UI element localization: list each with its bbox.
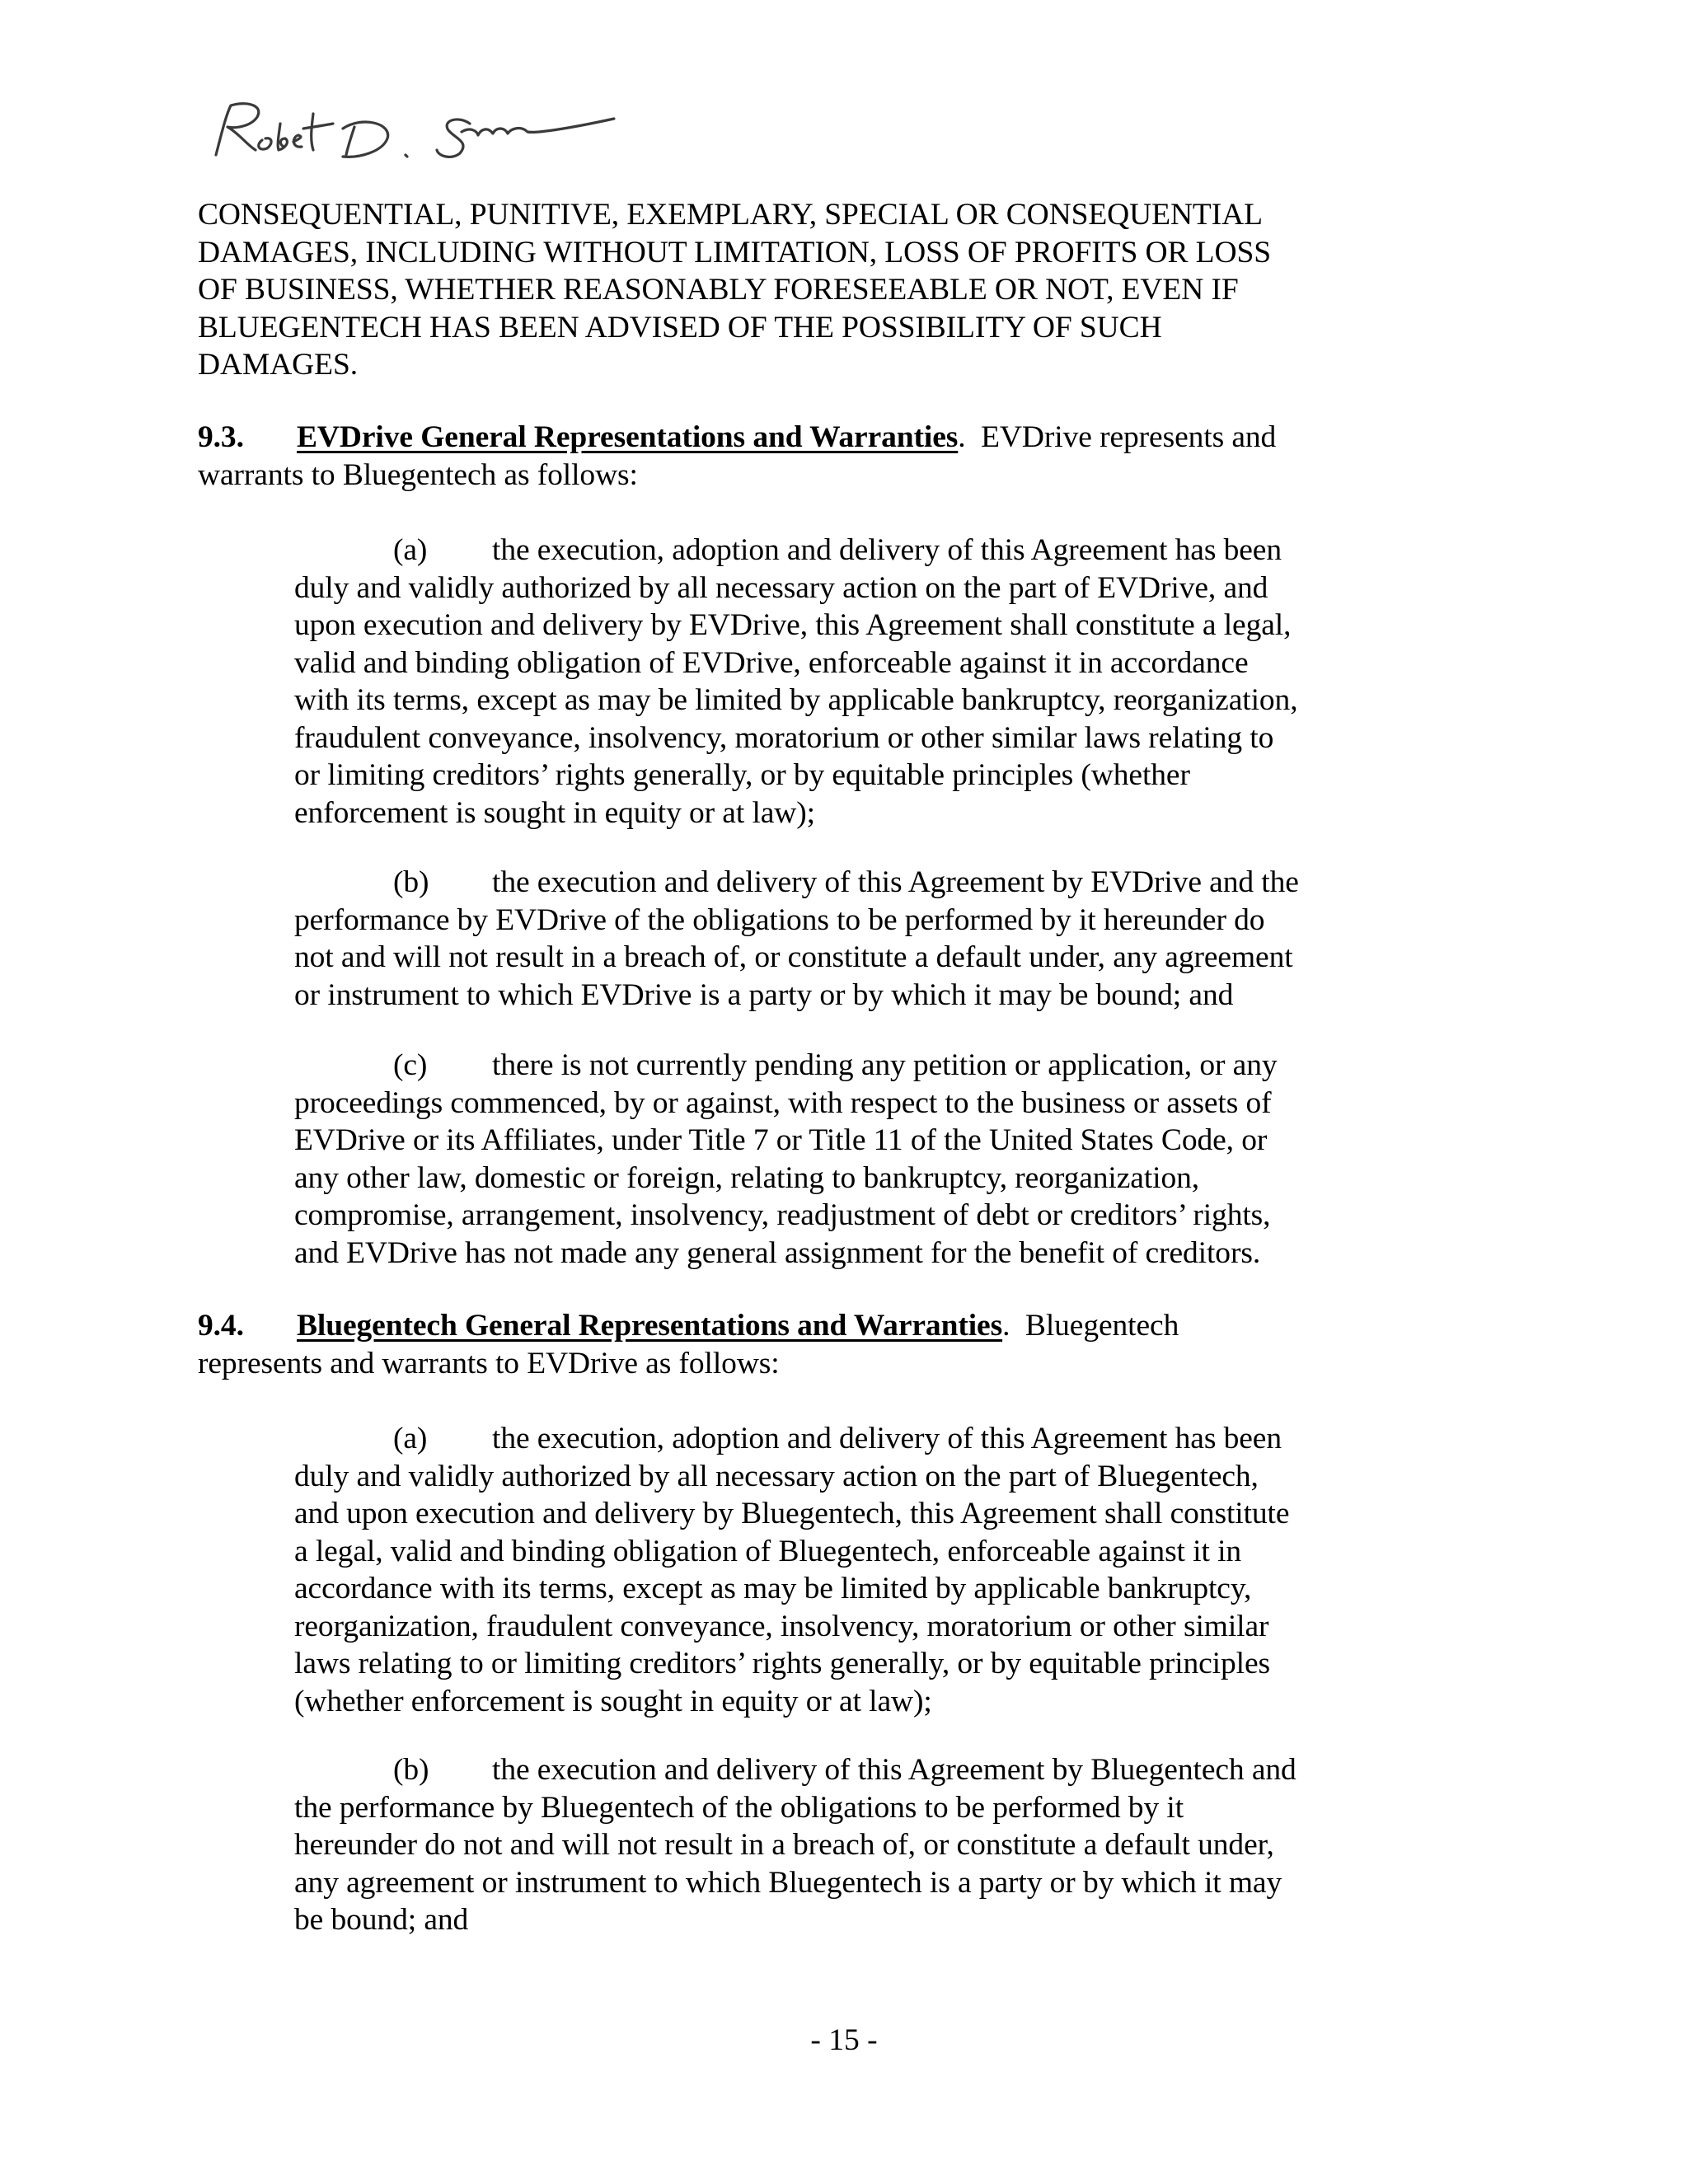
signature xyxy=(198,91,692,181)
page-number: - 15 - xyxy=(810,2023,878,2057)
item-line: duly and validly authorized by all necessary action on the part of EVDrive, and xyxy=(294,570,1268,605)
item-line: and upon execution and delivery by Bluegentech, this Agreement shall constitute xyxy=(294,1497,1290,1530)
item-line: accordance with its terms, except as may be limited by applicable bankruptcy, xyxy=(294,1572,1252,1605)
item-line: valid and binding obligation of EVDrive, enforceable against it in accordance xyxy=(294,645,1249,680)
item-line: enforcement is sought in equity or at law); xyxy=(294,795,815,830)
section-number: 9.3. xyxy=(198,420,244,454)
intro-paragraph xyxy=(198,196,1271,384)
item-line: the performance by Bluegentech of the obligations to be performed by it xyxy=(294,1790,1184,1825)
item-line: or limiting creditors’ rights generally, or by equitable principles (whether xyxy=(294,758,1190,792)
item-first-line xyxy=(294,1047,1278,1085)
item-line: fraudulent conveyance, insolvency, moratorium or other similar laws relating to xyxy=(294,720,1274,755)
item-text: the execution, adoption and delivery of this Agreement has been xyxy=(492,533,1282,567)
item-text: the execution and delivery of this Agreement by EVDrive and the xyxy=(492,865,1299,899)
item-first-line xyxy=(294,864,1299,902)
item-line: EVDrive or its Affiliates, under Title 7 or Title 11 of the United States Code, or xyxy=(294,1123,1268,1157)
item-line: proceedings commenced, by or against, with respect to the business or assets of xyxy=(294,1085,1272,1120)
intro-line: DAMAGES, INCLUDING WITHOUT LIMITATION, LOSS OF PROFITS OR LOSS xyxy=(198,235,1271,269)
item-text: the execution, adoption and delivery of this Agreement has been xyxy=(492,1422,1282,1455)
item-line: (whether enforcement is sought in equity or at law); xyxy=(294,1684,932,1718)
section-9-4-item-a xyxy=(294,1420,1289,1720)
section-title: Bluegentech General Representations and Warranties xyxy=(297,1309,1003,1343)
section-title-period: . xyxy=(1002,1309,1010,1343)
item-label: (a) xyxy=(393,1422,428,1455)
item-line: laws relating to or limiting creditors’ rights generally, or by equitable principles xyxy=(294,1647,1270,1680)
item-line: any agreement or instrument to which Bluegentech is a party or by which it may xyxy=(294,1865,1282,1900)
item-first-line xyxy=(294,1420,1289,1458)
section-9-4-item-b xyxy=(294,1751,1296,1939)
item-line: any other law, domestic or foreign, relating to bankruptcy, reorganization, xyxy=(294,1160,1200,1195)
item-text: the execution and delivery of this Agreement by Bluegentech and xyxy=(492,1753,1296,1787)
item-line: not and will not result in a breach of, or constitute a default under, any agreement xyxy=(294,940,1293,974)
item-label: (b) xyxy=(393,865,429,899)
section-title-period: . xyxy=(958,420,966,454)
item-line: upon execution and delivery by EVDrive, this Agreement shall constitute a legal, xyxy=(294,608,1292,642)
section-title: EVDrive General Representations and Warranties xyxy=(297,420,959,454)
item-line: and EVDrive has not made any general assignment for the benefit of creditors. xyxy=(294,1235,1261,1270)
section-heading-line xyxy=(198,1307,1179,1345)
item-line: hereunder do not and will not result in a breach of, or constitute a default under, xyxy=(294,1828,1274,1862)
item-first-line xyxy=(294,532,1297,569)
section-lead-line: represents and warrants to EVDrive as follows: xyxy=(198,1346,780,1380)
section-9-3-heading xyxy=(198,419,1276,494)
item-label: (a) xyxy=(393,533,428,567)
item-line: performance by EVDrive of the obligations to be performed by it hereunder do xyxy=(294,902,1265,937)
section-9-3-item-b xyxy=(294,864,1299,1014)
item-text: there is not currently pending any petition or application, or any xyxy=(492,1048,1278,1082)
item-line: with its terms, except as may be limited by applicable bankruptcy, reorganization, xyxy=(294,683,1298,717)
item-line: reorganization, fraudulent conveyance, insolvency, moratorium or other similar xyxy=(294,1609,1269,1643)
section-9-3-item-c xyxy=(294,1047,1278,1272)
section-9-3-item-a xyxy=(294,532,1297,832)
item-first-line xyxy=(294,1751,1296,1789)
section-9-4-heading xyxy=(198,1307,1179,1382)
section-heading-line xyxy=(198,419,1276,457)
intro-line: OF BUSINESS, WHETHER REASONABLY FORESEEABLE OR NOT, EVEN IF xyxy=(198,273,1239,307)
item-line: a legal, valid and binding obligation of Bluegentech, enforceable against it in xyxy=(294,1534,1242,1568)
section-lead-line: warrants to Bluegentech as follows: xyxy=(198,457,638,492)
intro-line: BLUEGENTECH HAS BEEN ADVISED OF THE POSSIBILITY OF SUCH xyxy=(198,310,1162,344)
section-number: 9.4. xyxy=(198,1309,244,1343)
intro-line: CONSEQUENTIAL, PUNITIVE, EXEMPLARY, SPECIAL OR CONSEQUENTIAL xyxy=(198,198,1263,232)
item-line: duly and validly authorized by all necessary action on the part of Bluegentech, xyxy=(294,1459,1259,1493)
intro-line: DAMAGES. xyxy=(198,348,359,382)
item-line: compromise, arrangement, insolvency, readjustment of debt or creditors’ rights, xyxy=(294,1198,1271,1232)
item-line: or instrument to which EVDrive is a party or by which it may be bound; and xyxy=(294,977,1234,1012)
item-label: (b) xyxy=(393,1753,429,1787)
item-line: be bound; and xyxy=(294,1903,469,1937)
item-label: (c) xyxy=(393,1048,428,1082)
section-lead-text: EVDrive represents and xyxy=(965,420,1277,454)
section-lead-text: Bluegentech xyxy=(1010,1309,1179,1343)
